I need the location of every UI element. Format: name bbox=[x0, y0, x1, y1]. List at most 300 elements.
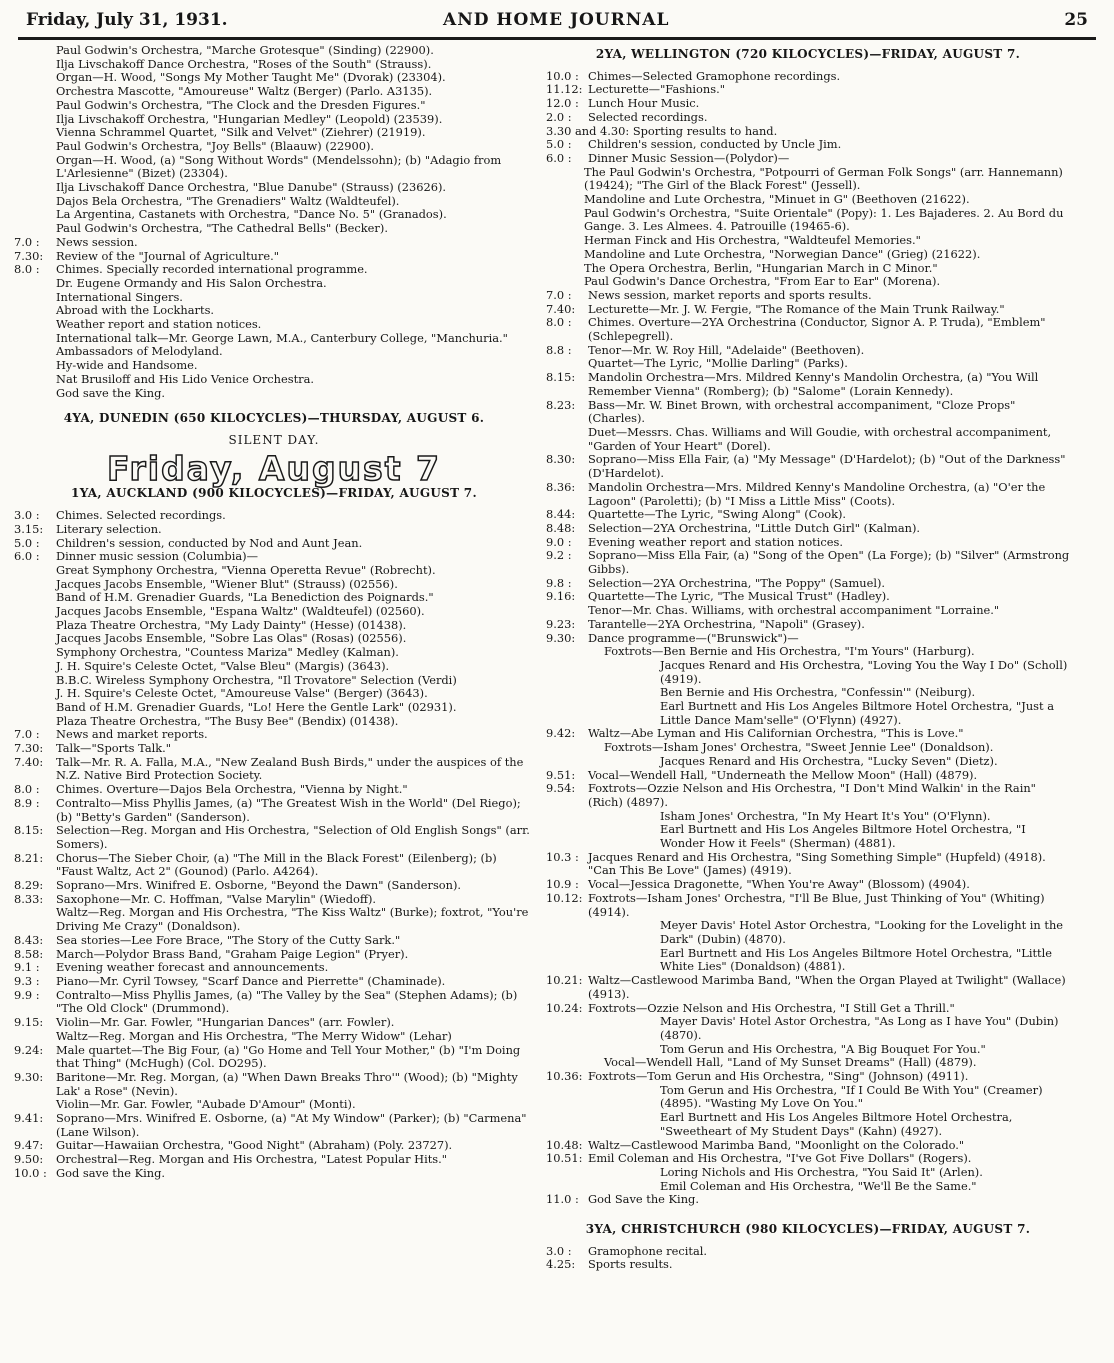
entry-time: 9.24: bbox=[14, 1042, 44, 1057]
entry-time: 8.36: bbox=[546, 479, 576, 494]
entry-time: 8.48: bbox=[546, 520, 576, 535]
programme-entry bbox=[546, 399, 1070, 426]
programme-entry bbox=[14, 345, 534, 359]
entry-time: 8.21: bbox=[14, 850, 44, 865]
entry-text: God save the King. bbox=[56, 385, 165, 400]
entry-text: Mandoline and Lute Orchestra, "Norwegian Dance" (Grieg) (21622). bbox=[584, 246, 981, 261]
programme-entry bbox=[546, 810, 1070, 824]
entry-time: 8.0 : bbox=[546, 315, 572, 330]
entry-text: Band of H.M. Grenadier Guards, "Lo! Here the Gentle Lark" (02931). bbox=[56, 699, 457, 714]
entry-text: Foxtrots—Isham Jones' Orchestra, "I'll Be Blue, Just Thinking of You" (Whiting) (4914). bbox=[588, 890, 1045, 919]
entry-text: Vienna Schrammel Quartet, "Silk and Velvet" (Ziehrer) (21919). bbox=[56, 125, 426, 140]
entry-time: 9.30: bbox=[546, 630, 576, 645]
programme-entry bbox=[546, 138, 1070, 152]
entry-time: 3.0 : bbox=[14, 508, 40, 523]
programme-entry bbox=[14, 783, 534, 797]
entry-time: 8.15: bbox=[14, 823, 44, 838]
entry-text: Children's session, conducted by Uncle Jim. bbox=[588, 137, 842, 152]
entry-text: Jacques Renard and His Orchestra, "Sing Something Simple" (Hupfeld) (4918). "Can This Be Love" (James) (4919). bbox=[588, 849, 1046, 878]
programme-entry bbox=[14, 852, 534, 879]
entry-time: 9.9 : bbox=[14, 987, 40, 1002]
entry-time: 8.23: bbox=[546, 397, 576, 412]
programme-entry bbox=[14, 85, 534, 99]
entry-text: Abroad with the Lockharts. bbox=[56, 303, 215, 318]
programme-entry bbox=[546, 275, 1070, 289]
entry-text: Dr. Eugene Ormandy and His Salon Orchestra. bbox=[56, 275, 327, 290]
programme-entry bbox=[14, 715, 534, 729]
entry-text: International talk—Mr. George Lawn, M.A., Canterbury College, "Manchuria." bbox=[56, 330, 508, 345]
programme-entry bbox=[14, 71, 534, 85]
programme-entry bbox=[14, 797, 534, 824]
programme-entry bbox=[14, 195, 534, 209]
entry-text: Lunch Hour Music. bbox=[588, 96, 700, 111]
entry-time: 8.30: bbox=[546, 452, 576, 467]
entry-time: 9.47: bbox=[14, 1138, 44, 1153]
programme-entry bbox=[546, 577, 1070, 591]
entry-text: Male quartet—The Big Four, (a) "Go Home and Tell Your Mother," (b) "I'm Doing that Thing" (McHugh) (Col. DO295). bbox=[56, 1042, 521, 1071]
entry-text: Tenor—Mr. W. Roy Hill, "Adelaide" (Beethoven). bbox=[588, 342, 865, 357]
entry-text: Mandoline and Lute Orchestra, "Minuet in G" (Beethoven (21622). bbox=[584, 192, 970, 207]
programme-entry bbox=[546, 1015, 1070, 1042]
right-column bbox=[546, 44, 1070, 1272]
programme-entry bbox=[546, 426, 1070, 453]
entry-text: Vocal—Wendell Hall, "Land of My Sunset Dreams" (Hall) (4879). bbox=[604, 1055, 977, 1070]
programme-entry bbox=[14, 222, 534, 236]
entry-time: 8.15: bbox=[546, 370, 576, 385]
programme-entry bbox=[14, 113, 534, 127]
entry-text: Meyer Davis' Hotel Astor Orchestra, "Looking for the Lovelight in the Dark" (Dubin) (4870). bbox=[660, 918, 1064, 946]
programme-entry bbox=[14, 893, 534, 907]
programme-entry bbox=[14, 1167, 534, 1181]
programme-entry bbox=[14, 975, 534, 989]
programme-entry bbox=[14, 1098, 534, 1112]
programme-entry bbox=[546, 357, 1070, 371]
entry-time: 7.0 : bbox=[14, 234, 40, 249]
entry-text: Violin—Mr. Gar. Fowler, "Hungarian Dances" (arr. Fowler). bbox=[56, 1015, 395, 1030]
entry-text: Soprano—Mrs. Winifred E. Osborne, (a) "At My Window" (Parker); (b) "Carmena" (Lane Wilson). bbox=[56, 1111, 527, 1139]
entry-time: 8.43: bbox=[14, 932, 44, 947]
entry-text: Tom Gerun and His Orchestra, "A Big Bouquet For You." bbox=[660, 1041, 986, 1056]
programme-entry bbox=[14, 277, 534, 291]
entry-text: Vocal—Jessica Dragonette, "When You're Away" (Blossom) (4904). bbox=[588, 877, 970, 892]
programme-entry bbox=[546, 782, 1070, 809]
programme-entry bbox=[14, 674, 534, 688]
entry-text: Jacques Jacobs Ensemble, "Espana Waltz" (Waldteufel) (02560). bbox=[56, 604, 425, 619]
entry-text: Ilja Livschakoff Dance Orchestra, "Blue Danube" (Strauss) (23626). bbox=[56, 180, 447, 195]
programme-entry bbox=[546, 549, 1070, 576]
entry-text: Evening weather forecast and announcements. bbox=[56, 960, 329, 975]
programme-entry bbox=[546, 1245, 1070, 1259]
programme-entry bbox=[546, 111, 1070, 125]
entry-text: Foxtrots—Ozzie Nelson and His Orchestra, "I Still Get a Thrill." bbox=[588, 1000, 955, 1015]
entry-time: 6.0 : bbox=[546, 150, 572, 165]
programme-entry bbox=[546, 659, 1070, 686]
programme-entry bbox=[546, 1180, 1070, 1194]
thursday-continued-programme bbox=[14, 44, 534, 400]
entry-text: Weather report and station notices. bbox=[56, 317, 262, 332]
entry-text: Dance programme—("Brunswick")— bbox=[588, 630, 799, 645]
programme-entry bbox=[14, 961, 534, 975]
programme-entry bbox=[14, 537, 534, 551]
entry-text: Ambassadors of Melodyland. bbox=[56, 344, 223, 359]
entry-text: Selection—2YA Orchestrina, "The Poppy" (Samuel). bbox=[588, 575, 886, 590]
entry-text: Paul Godwin's Orchestra, "Marche Grotesque" (Sinding) (22900). bbox=[56, 43, 434, 57]
programme-entry bbox=[546, 193, 1070, 207]
programme-entry bbox=[546, 1258, 1070, 1272]
programme-entry bbox=[546, 248, 1070, 262]
entry-text: Loring Nichols and His Orchestra, "You Said It" (Arlen). bbox=[660, 1164, 983, 1179]
entry-text: Evening weather report and station notices. bbox=[588, 534, 843, 549]
programme-entry bbox=[546, 83, 1070, 97]
entry-text: Waltz—Reg. Morgan and His Orchestra, "The Merry Widow" (Lehar) bbox=[56, 1028, 452, 1043]
programme-entry bbox=[546, 1152, 1070, 1166]
entry-time: 2.0 : bbox=[546, 109, 572, 124]
entry-time: 9.16: bbox=[546, 589, 576, 604]
programme-entry bbox=[14, 263, 534, 277]
entry-text: Quartette—The Lyric, "Swing Along" (Cook). bbox=[588, 507, 847, 522]
auckland-programme bbox=[14, 509, 534, 1180]
entry-text: Tom Gerun and His Orchestra, "If I Could Be With You" (Creamer) (4895). "Wasting My Love On You." bbox=[660, 1082, 1043, 1111]
entry-text: Paul Godwin's Orchestra, "The Cathedral Bells" (Becker). bbox=[56, 221, 388, 236]
entry-text: La Argentina, Castanets with Orchestra, "Dance No. 5" (Granados). bbox=[56, 207, 447, 222]
masthead-rule bbox=[18, 37, 1096, 40]
programme-entry bbox=[546, 1084, 1070, 1111]
programme-entry bbox=[546, 371, 1070, 398]
entry-text: Selection—Reg. Morgan and His Orchestra, "Selection of Old English Songs" (arr. Somers). bbox=[56, 823, 530, 851]
entry-text: Chimes. Specially recorded international programme. bbox=[56, 262, 368, 277]
programme-entry bbox=[14, 318, 534, 332]
entry-text: Literary selection. bbox=[56, 521, 162, 536]
programme-entry bbox=[14, 550, 534, 564]
entry-time: 8.0 : bbox=[14, 782, 40, 797]
programme-entry bbox=[546, 70, 1070, 84]
entry-text: International Singers. bbox=[56, 289, 183, 304]
entry-text: Ilja Livschakoff Dance Orchestra, "Roses of the South" (Strauss). bbox=[56, 56, 432, 71]
entry-text: News and market reports. bbox=[56, 727, 208, 742]
entry-text: God save the King. bbox=[56, 1165, 165, 1180]
programme-entry bbox=[14, 824, 534, 851]
programme-entry bbox=[546, 303, 1070, 317]
programme-entry bbox=[14, 742, 534, 756]
entry-text: Paul Godwin's Orchestra, "The Clock and the Dresden Figures." bbox=[56, 97, 426, 112]
programme-entry bbox=[546, 618, 1070, 632]
programme-entry bbox=[546, 522, 1070, 536]
entry-text: J. H. Squire's Celeste Octet, "Valse Bleu" (Margis) (3643). bbox=[56, 658, 390, 673]
programme-entry bbox=[546, 755, 1070, 769]
entry-time: 3.15: bbox=[14, 521, 44, 536]
entry-time: 9.30: bbox=[14, 1069, 44, 1084]
entry-time: 9.50: bbox=[14, 1152, 44, 1167]
programme-entry bbox=[546, 152, 1070, 166]
entry-text: Children's session, conducted by Nod and Aunt Jean. bbox=[56, 535, 363, 550]
entry-time: 7.0 : bbox=[546, 287, 572, 302]
programme-entry bbox=[14, 660, 534, 674]
entry-text: Saxophone—Mr. C. Hoffman, "Valse Marylin" (Wiedoff). bbox=[56, 891, 377, 906]
entry-text: Waltz—Castlewood Marimba Band, "Moonlight on the Colorado." bbox=[588, 1137, 965, 1152]
programme-entry bbox=[546, 316, 1070, 343]
entry-text: Quartette—The Lyric, "The Musical Trust" (Hadley). bbox=[588, 589, 890, 604]
entry-text: Waltz—Castlewood Marimba Band, "When the Organ Played at Twilight" (Wallace) (4913). bbox=[588, 973, 1066, 1001]
entry-text: Herman Finck and His Orchestra, "Waldteufel Memories." bbox=[584, 233, 921, 248]
programme-entry bbox=[546, 1166, 1070, 1180]
entry-time: 7.0 : bbox=[14, 727, 40, 742]
programme-entry bbox=[546, 741, 1070, 755]
entry-text: Symphony Orchestra, "Countess Mariza" Medley (Kalman). bbox=[56, 645, 399, 660]
entry-text: God Save the King. bbox=[588, 1192, 699, 1207]
programme-entry bbox=[546, 632, 1070, 646]
programme-entry bbox=[546, 453, 1070, 480]
entry-text: Quartet—The Lyric, "Mollie Darling" (Parks). bbox=[588, 356, 848, 371]
programme-entry bbox=[14, 387, 534, 401]
programme-entry bbox=[14, 140, 534, 154]
programme-entry bbox=[14, 989, 534, 1016]
entry-text: Soprano—Miss Ella Fair, (a) "Song of the Open" (La Forge); (b) "Silver" (Armstrong Gibbs). bbox=[588, 548, 1070, 577]
entry-time: 9.54: bbox=[546, 781, 576, 796]
entry-text: Paul Godwin's Orchestra, "Suite Orientale" (Popy): 1. Les Bajaderes. 2. Au Bord du Gange. 3. Les Almees. 4. Patrouille (19465-6). bbox=[584, 205, 1064, 234]
programme-entry bbox=[14, 578, 534, 592]
entry-text: Selection—2YA Orchestrina, "Little Dutch Girl" (Kalman). bbox=[588, 520, 921, 535]
programme-entry bbox=[14, 304, 534, 318]
entry-text: Vocal—Wendell Hall, "Underneath the Mellow Moon" (Hall) (4879). bbox=[588, 767, 978, 782]
entry-text: Mayer Davis' Hotel Astor Orchestra, "As Long as I have You" (Dubin) (4870). bbox=[660, 1014, 1059, 1042]
programme-entry bbox=[546, 1070, 1070, 1084]
entry-text: Soprano—Mrs. Winifred E. Osborne, "Beyond the Dawn" (Sanderson). bbox=[56, 878, 462, 893]
entry-text: Earl Burtnett and His Los Angeles Biltmore Hotel Orchestra, "Sweetheart of My Student Days" (Kahn) (4927). bbox=[660, 1110, 1013, 1138]
entry-text: Talk—"Sports Talk." bbox=[56, 741, 172, 756]
entry-text: Contralto—Miss Phyllis James, (a) "The Valley by the Sea" (Stephen Adams); (b) "The Old Clock" (Drummond). bbox=[56, 987, 518, 1016]
programme-entry bbox=[546, 344, 1070, 358]
left-column bbox=[14, 44, 534, 1181]
auckland-heading: 1YA, AUCKLAND (900 KILOCYCLES)—FRIDAY, AUGUST 7. bbox=[71, 486, 477, 501]
programme-entry bbox=[546, 1111, 1070, 1138]
issue-date: Friday, July 31, 1931. bbox=[26, 10, 228, 30]
programme-entry bbox=[546, 851, 1070, 878]
programme-entry bbox=[14, 948, 534, 962]
entry-text: Jacques Renard and His Orchestra, "Lucky Seven" (Dietz). bbox=[660, 753, 998, 768]
entry-time: 5.0 : bbox=[546, 137, 572, 152]
entry-text: Jacques Renard and His Orchestra, "Loving You the Way I Do" (Scholl) (4919). bbox=[660, 657, 1068, 686]
entry-time: 12.0 : bbox=[546, 96, 579, 111]
entry-text: Tarantelle—2YA Orchestrina, "Napoli" (Grasey). bbox=[588, 616, 865, 631]
christchurch-heading: 3YA, CHRISTCHURCH (980 KILOCYCLES)—FRIDAY, AUGUST 7. bbox=[585, 1222, 1031, 1237]
entry-text: Dinner Music Session—(Polydor)— bbox=[588, 150, 790, 165]
entry-text: Great Symphony Orchestra, "Vienna Operetta Revue" (Robrecht). bbox=[56, 562, 436, 577]
programme-entry bbox=[14, 332, 534, 346]
entry-time: 11.0 : bbox=[546, 1192, 579, 1207]
programme-entry bbox=[546, 234, 1070, 248]
programme-entry bbox=[546, 700, 1070, 727]
entry-text: Jacques Jacobs Ensemble, "Sobre Las Olas" (Rosas) (02556). bbox=[56, 631, 407, 646]
programme-entry bbox=[14, 646, 534, 660]
entry-time: 8.9 : bbox=[14, 795, 40, 810]
entry-time: 10.51: bbox=[546, 1151, 583, 1166]
entry-text: J. H. Squire's Celeste Octet, "Amoureuse Valse" (Berger) (3643). bbox=[56, 686, 428, 701]
programme-entry bbox=[14, 632, 534, 646]
programme-entry bbox=[14, 1112, 534, 1139]
programme-entry bbox=[14, 1071, 534, 1098]
entry-text: Organ—H. Wood, "Songs My Mother Taught Me" (Dvorak) (23304). bbox=[56, 70, 446, 85]
programme-entry bbox=[14, 250, 534, 264]
entry-text: Foxtrots—Ozzie Nelson and His Orchestra, "I Don't Mind Walkin' in the Rain" (Rich) (4897). bbox=[588, 781, 1036, 809]
entry-text: Tenor—Mr. Chas. Williams, with orchestral accompaniment "Lorraine." bbox=[588, 603, 1000, 618]
dunedin-heading: 4YA, DUNEDIN (650 KILOCYCLES)—THURSDAY, AUGUST 6. bbox=[63, 411, 485, 426]
entry-text: B.B.C. Wireless Symphony Orchestra, "Il Trovatore" Selection (Verdi) bbox=[56, 672, 457, 687]
entry-time: 7.30: bbox=[14, 741, 44, 756]
entry-time: 9.23: bbox=[546, 616, 576, 631]
programme-entry bbox=[14, 934, 534, 948]
entry-text: Chimes—Selected Gramophone recordings. bbox=[588, 68, 841, 83]
programme-entry bbox=[546, 289, 1070, 303]
entry-time: 3.0 : bbox=[546, 1243, 572, 1258]
entry-text: Dajos Bela Orchestra, "The Grenadiers" Waltz (Waldteufel). bbox=[56, 193, 400, 208]
entry-text: Foxtrots—Ben Bernie and His Orchestra, "I'm Yours" (Harburg). bbox=[604, 644, 975, 659]
entry-text: Jacques Jacobs Ensemble, "Wiener Blut" (Strauss) (02556). bbox=[56, 576, 398, 591]
entry-text: Violin—Mr. Gar. Fowler, "Aubade D'Amour" (Monti). bbox=[56, 1097, 356, 1112]
entry-time: 10.48: bbox=[546, 1137, 583, 1152]
entry-text: Ben Bernie and His Orchestra, "Confessin'" (Neiburg). bbox=[660, 685, 976, 700]
programme-entry bbox=[14, 99, 534, 113]
entry-text: Talk—Mr. R. A. Falla, M.A., "New Zealand Bush Birds," under the auspices of the N.Z. Native Bird Protection Society. bbox=[56, 754, 524, 783]
entry-time: 10.12: bbox=[546, 890, 583, 905]
entry-time: 8.0 : bbox=[14, 262, 40, 277]
programme-entry bbox=[546, 645, 1070, 659]
programme-entry bbox=[14, 591, 534, 605]
programme-entry bbox=[14, 208, 534, 222]
entry-text: Chimes. Overture—2YA Orchestrina (Conductor, Signor A. P. Truda), "Emblem" (Schlepegrell). bbox=[588, 315, 1046, 344]
programme-entry bbox=[14, 236, 534, 250]
entry-text: Orchestral—Reg. Morgan and His Orchestra, "Latest Popular Hits." bbox=[56, 1152, 448, 1167]
entry-time: 9.8 : bbox=[546, 575, 572, 590]
entry-time: 8.58: bbox=[14, 946, 44, 961]
entry-text: Chimes. Selected recordings. bbox=[56, 508, 226, 523]
entry-text: Soprano—Miss Ella Fair, (a) "My Message" (D'Hardelot); (b) "Out of the Darkness" (D'Hardelot). bbox=[588, 452, 1066, 481]
programme-entry bbox=[14, 619, 534, 633]
entry-time: 7.30: bbox=[14, 248, 44, 263]
entry-text: Lecturette—"Fashions." bbox=[588, 82, 725, 97]
entry-text: The Paul Godwin's Orchestra, "Potpourri of German Folk Songs" (arr. Hannemann) (19424); "The Girl of the Black Forest" (Jessell). bbox=[584, 164, 1063, 193]
entry-text: Paul Godwin's Orchestra, "Joy Bells" (Blaauw) (22900). bbox=[56, 138, 375, 153]
entry-text: Guitar—Hawaiian Orchestra, "Good Night" (Abraham) (Poly. 23727). bbox=[56, 1138, 453, 1153]
christchurch-programme bbox=[546, 1245, 1070, 1272]
entry-text: Nat Brusiloff and His Lido Venice Orchestra. bbox=[56, 371, 315, 386]
entry-text: Paul Godwin's Dance Orchestra, "From Ear to Ear" (Morena). bbox=[584, 274, 941, 289]
entry-text: Selected recordings. bbox=[588, 109, 708, 124]
programme-entry bbox=[14, 1030, 534, 1044]
entry-time: 5.0 : bbox=[14, 535, 40, 550]
entry-text: News session, market reports and sports results. bbox=[588, 287, 872, 302]
programme-entry bbox=[14, 1044, 534, 1071]
entry-time: 10.21: bbox=[546, 973, 583, 988]
programme-entry bbox=[14, 181, 534, 195]
entry-text: Emil Coleman and His Orchestra, "I've Got Five Dollars" (Rogers). bbox=[588, 1151, 972, 1166]
programme-entry bbox=[546, 878, 1070, 892]
entry-time: 10.0 : bbox=[546, 68, 579, 83]
programme-entry bbox=[14, 1139, 534, 1153]
entry-text: Foxtrots—Isham Jones' Orchestra, "Sweet Jennie Lee" (Donaldson). bbox=[604, 740, 994, 755]
entry-text: Band of H.M. Grenadier Guards, "La Benediction des Poignards." bbox=[56, 590, 434, 605]
page-number: 25 bbox=[1064, 10, 1088, 30]
wellington-heading: 2YA, WELLINGTON (720 KILOCYCLES)—FRIDAY, AUGUST 7. bbox=[595, 47, 1021, 61]
programme-entry bbox=[546, 604, 1070, 618]
entry-time: 7.40: bbox=[546, 301, 576, 316]
entry-text: Chorus—The Sieber Choir, (a) "The Mill in the Black Forest" (Eilenberg); (b) "Faust Waltz, Act 2" (Gounod) (Parlo. A4264). bbox=[56, 850, 497, 879]
entry-time: 9.1 : bbox=[14, 960, 40, 975]
entry-time: 9.15: bbox=[14, 1015, 44, 1030]
programme-entry bbox=[546, 1193, 1070, 1207]
masthead bbox=[18, 6, 1094, 36]
programme-entry bbox=[546, 97, 1070, 111]
entry-text: Piano—Mr. Cyril Towsey, "Scarf Dance and Pierrette" (Chaminade). bbox=[56, 974, 446, 988]
entry-time: 10.9 : bbox=[546, 877, 579, 892]
programme-entry bbox=[546, 974, 1070, 1001]
entry-time: 11.12: bbox=[546, 82, 583, 97]
entry-time: 9.0 : bbox=[546, 534, 572, 549]
entry-time: 4.25: bbox=[546, 1257, 576, 1272]
entry-time: 7.40: bbox=[14, 754, 44, 769]
entry-text: Orchestra Mascotte, "Amoureuse" Waltz (Berger) (Parlo. A3135). bbox=[56, 84, 433, 99]
entry-text: Hy-wide and Handsome. bbox=[56, 358, 198, 373]
entry-text: March—Polydor Brass Band, "Graham Paige Legion" (Pryer). bbox=[56, 946, 409, 961]
entry-time: 6.0 : bbox=[14, 549, 40, 564]
entry-time: 8.33: bbox=[14, 891, 44, 906]
programme-entry bbox=[546, 1056, 1070, 1070]
entry-text: Waltz—Abe Lyman and His Californian Orchestra, "This is Love." bbox=[588, 726, 964, 741]
programme-entry bbox=[14, 359, 534, 373]
entry-text: Baritone—Mr. Reg. Morgan, (a) "When Dawn Breaks Thro'" (Wood); (b) "Mighty Lak' a Rose" (Nevin). bbox=[56, 1069, 518, 1098]
entry-text: Plaza Theatre Orchestra, "The Busy Bee" (Bendix) (01438). bbox=[56, 713, 399, 728]
programme-entry bbox=[546, 125, 1070, 139]
entry-time: 9.51: bbox=[546, 767, 576, 782]
wellington-programme bbox=[546, 70, 1070, 1207]
entry-text: Sea stories—Lee Fore Brace, "The Story of the Cutty Sark." bbox=[56, 932, 401, 947]
programme-entry bbox=[14, 756, 534, 783]
entry-text: Bass—Mr. W. Binet Brown, with orchestral accompaniment, "Cloze Props" (Charles). bbox=[588, 397, 1016, 426]
programme-entry bbox=[14, 58, 534, 72]
entry-text: Earl Burtnett and His Los Angeles Biltmore Hotel Orchestra, "I Wonder How it Feels" (Sherman) (4881). bbox=[660, 822, 1026, 851]
entry-text: Mandolin Orchestra—Mrs. Mildred Kenny's Mandoline Orchestra, (a) "O'er the Lagoon" (Paroletti); (b) "I Miss a Little Miss" (Coots). bbox=[588, 479, 1046, 508]
entry-text: Sports results. bbox=[588, 1257, 673, 1272]
publication-title: AND HOME JOURNAL bbox=[443, 10, 670, 30]
programme-entry bbox=[14, 564, 534, 578]
entry-text: Ilja Livschakoff Orchestra, "Hungarian Medley" (Leopold) (23539). bbox=[56, 111, 443, 126]
programme-entry bbox=[546, 1002, 1070, 1016]
programme-entry bbox=[546, 508, 1070, 522]
entry-text: 3.30 and 4.30: Sporting results to hand. bbox=[546, 123, 778, 138]
programme-entry bbox=[546, 166, 1070, 193]
programme-entry bbox=[14, 509, 534, 523]
entry-text: Isham Jones' Orchestra, "In My Heart It's You" (O'Flynn). bbox=[660, 808, 991, 823]
programme-entry bbox=[14, 126, 534, 140]
programme-entry bbox=[546, 823, 1070, 850]
entry-text: Earl Burtnett and His Los Angeles Biltmore Hotel Orchestra, "Little White Lies" (Donaldson) (4881). bbox=[660, 945, 1053, 974]
entry-text: Foxtrots—Tom Gerun and His Orchestra, "Sing" (Johnson) (4911). bbox=[588, 1069, 969, 1084]
entry-text: Mandolin Orchestra—Mrs. Mildred Kenny's Mandolin Orchestra, (a) "You Will Remember Vienna" (Romberg); (b) "Salome" (Lorain Kennedy). bbox=[588, 370, 1039, 398]
entry-text: Earl Burtnett and His Los Angeles Biltmore Hotel Orchestra, "Just a Little Dance Mam'selle" (O'Flynn) (4927). bbox=[660, 699, 1055, 727]
programme-entry bbox=[14, 687, 534, 701]
programme-entry bbox=[14, 1016, 534, 1030]
programme-entry bbox=[14, 701, 534, 715]
entry-text: Review of the "Journal of Agriculture." bbox=[56, 248, 279, 263]
programme-entry bbox=[546, 686, 1070, 700]
programme-entry bbox=[546, 769, 1070, 783]
programme-entry bbox=[14, 906, 534, 933]
entry-time: 8.44: bbox=[546, 507, 576, 522]
programme-entry bbox=[546, 207, 1070, 234]
programme-entry bbox=[546, 536, 1070, 550]
programme-entry bbox=[546, 727, 1070, 741]
programme-entry bbox=[546, 947, 1070, 974]
entry-text: Lecturette—Mr. J. W. Fergie, "The Romance of the Main Trunk Railway." bbox=[588, 301, 1005, 316]
